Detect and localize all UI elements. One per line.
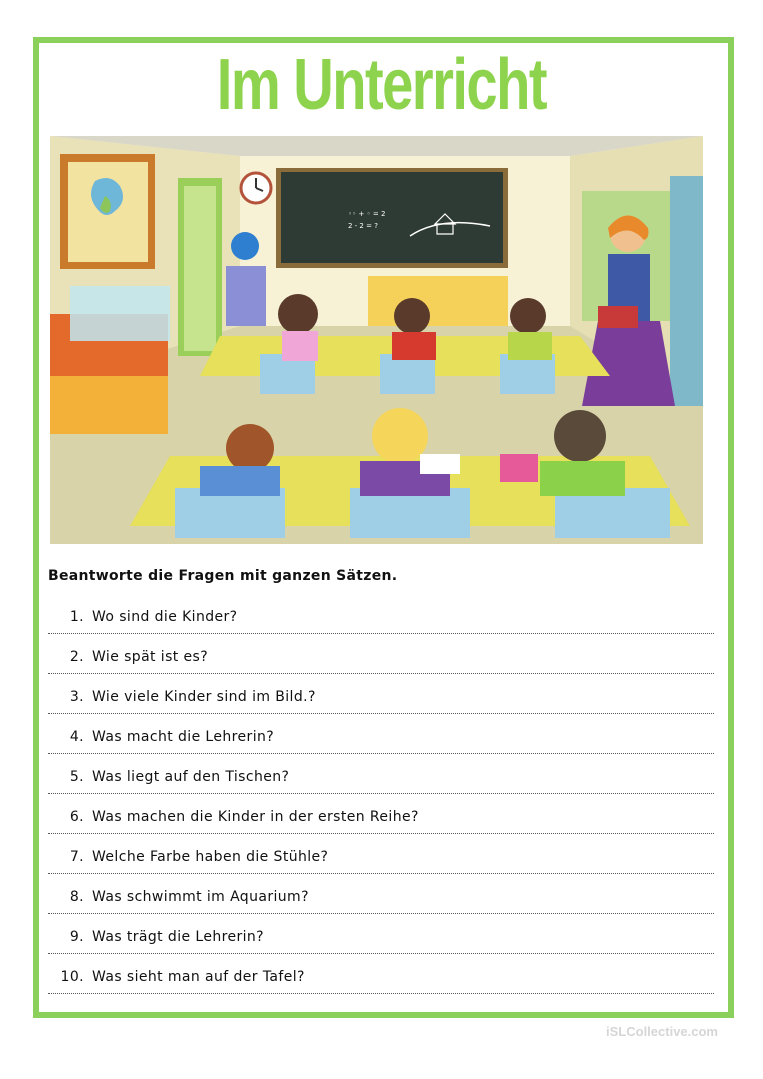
answer-line[interactable] xyxy=(48,793,714,794)
question-text: Wie spät ist es? xyxy=(92,649,209,665)
answer-line[interactable] xyxy=(48,913,714,914)
instruction-text: Beantworte die Fragen mit ganzen Sätzen. xyxy=(48,568,398,584)
question-number: 3. xyxy=(69,689,84,705)
question-text: Was schwimmt im Aquarium? xyxy=(92,889,309,905)
answer-line[interactable] xyxy=(48,753,714,754)
question-number: 10. xyxy=(60,969,84,985)
question-number: 2. xyxy=(69,649,84,665)
answer-line[interactable] xyxy=(48,633,714,634)
blackboard-line-1: ◦◦ + ◦ = 2 xyxy=(348,210,386,218)
question-item xyxy=(48,727,714,767)
answer-line[interactable] xyxy=(48,673,714,674)
question-text: Was trägt die Lehrerin? xyxy=(92,929,265,945)
question-text: Wie viele Kinder sind im Bild.? xyxy=(92,689,316,705)
question-item xyxy=(48,647,714,687)
question-number: 8. xyxy=(69,889,84,905)
question-item xyxy=(48,767,714,807)
question-number: 9. xyxy=(69,929,84,945)
watermark-footer: iSLCollective.com xyxy=(606,1024,718,1039)
question-item xyxy=(48,607,714,647)
question-item xyxy=(48,807,714,847)
question-text: Welche Farbe haben die Stühle? xyxy=(92,849,329,865)
question-number: 6. xyxy=(69,809,84,825)
question-text: Was machen die Kinder in der ersten Reihe? xyxy=(92,809,419,825)
question-text: Was macht die Lehrerin? xyxy=(92,729,275,745)
answer-line[interactable] xyxy=(48,833,714,834)
question-number: 1. xyxy=(69,609,84,625)
clock-icon xyxy=(241,173,271,203)
question-text: Was sieht man auf der Tafel? xyxy=(92,969,305,985)
answer-line[interactable] xyxy=(48,873,714,874)
worksheet-title: Im Unterricht xyxy=(216,45,546,125)
question-text: Was liegt auf den Tischen? xyxy=(92,769,290,785)
question-item xyxy=(48,847,714,887)
question-item xyxy=(48,887,714,927)
question-item xyxy=(48,967,714,1007)
classroom-illustration xyxy=(50,136,703,544)
answer-line[interactable] xyxy=(48,993,714,994)
question-item xyxy=(48,927,714,967)
question-number: 7. xyxy=(69,849,84,865)
question-text: Wo sind die Kinder? xyxy=(92,609,238,625)
answer-line[interactable] xyxy=(48,713,714,714)
question-number: 4. xyxy=(69,729,84,745)
question-number: 5. xyxy=(69,769,84,785)
blackboard-line-2: 2 - 2 = ? xyxy=(348,222,378,230)
answer-line[interactable] xyxy=(48,953,714,954)
question-item xyxy=(48,687,714,727)
